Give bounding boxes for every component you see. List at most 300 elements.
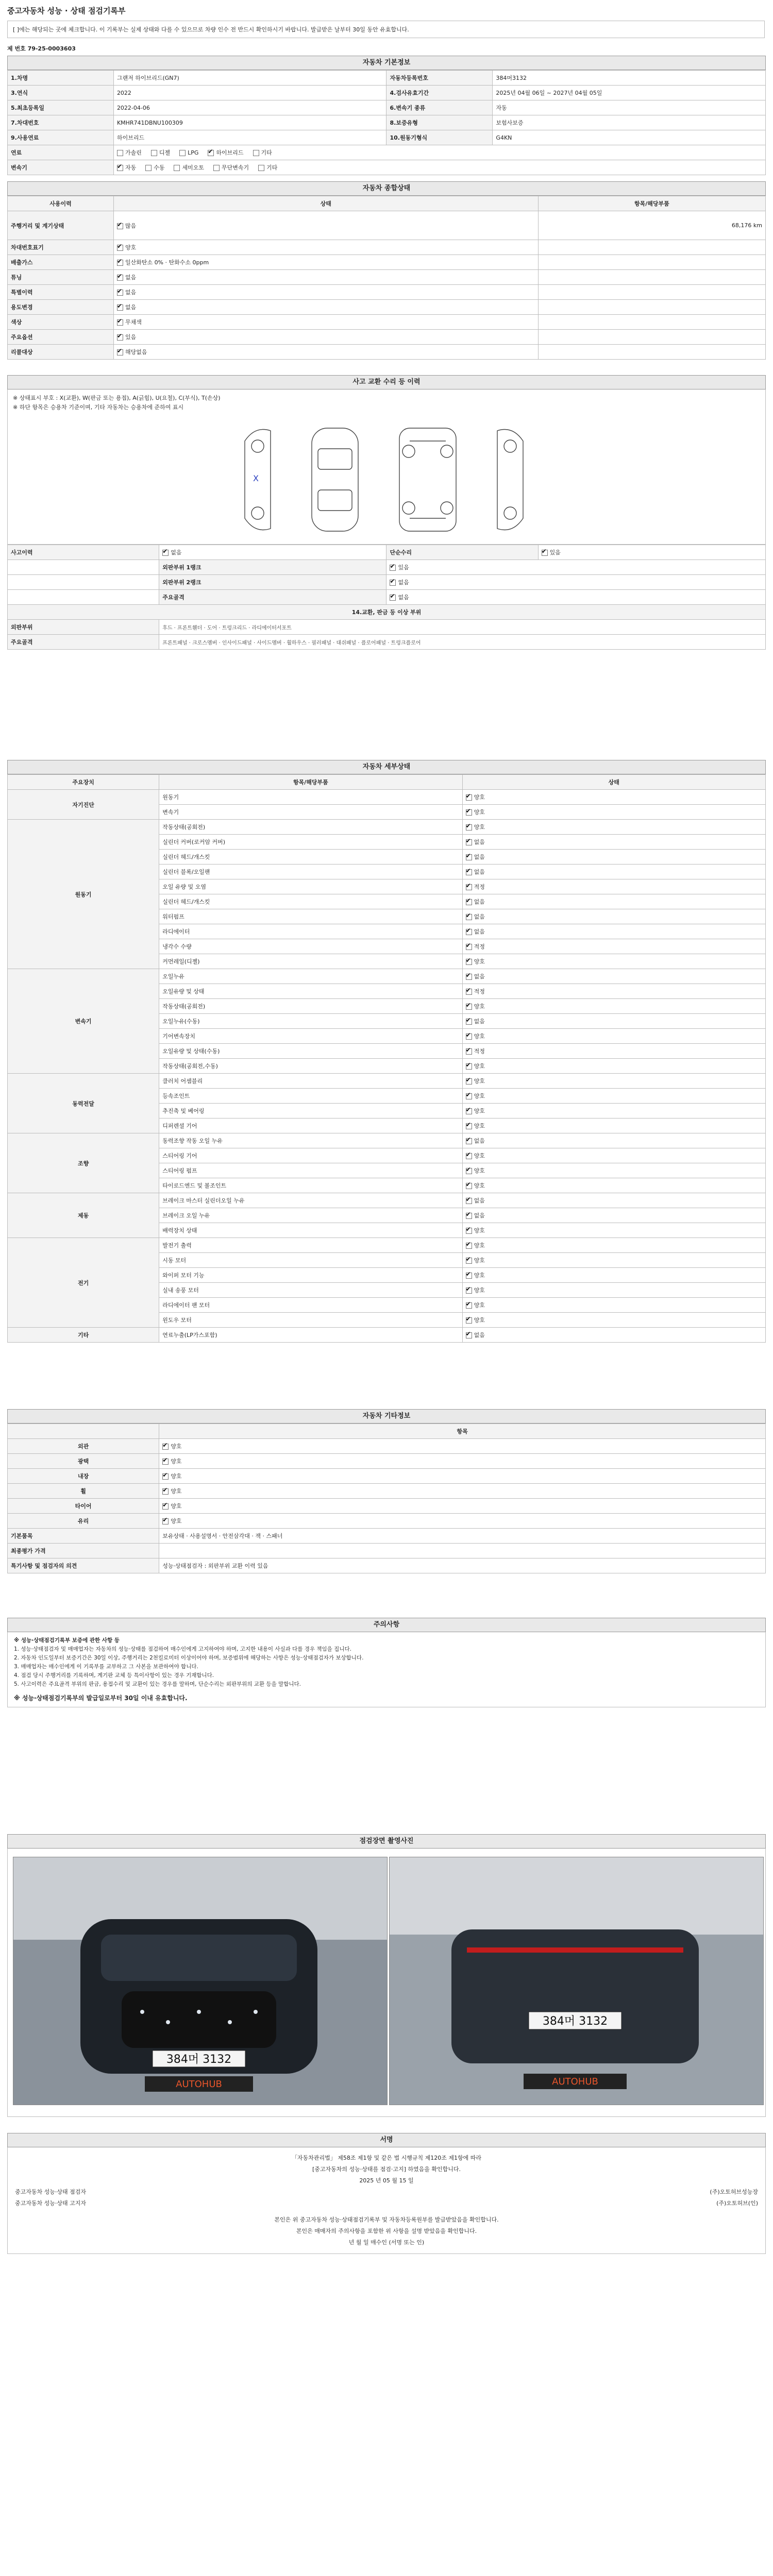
- notes-body: [7, 1632, 766, 1707]
- other-row: [8, 1439, 766, 1454]
- basic-label: 6.변속기 종류: [386, 100, 493, 115]
- checkbox-icon: [258, 165, 264, 171]
- detail-item-state: ✔ 양호: [462, 1253, 765, 1268]
- summary-section: [7, 181, 766, 360]
- checkbox-icon: [466, 1243, 472, 1249]
- checkbox-icon: [466, 1138, 472, 1144]
- detail-group-label: 제동: [8, 1193, 159, 1238]
- checkbox-icon: [466, 1183, 472, 1189]
- detail-item-label: 냉각수 수량: [159, 939, 462, 954]
- summary-row: [8, 270, 766, 285]
- detail-item-state: ✔ 양호: [462, 820, 765, 835]
- document-title: 중고자동차 성능 · 상태 점검기록부: [7, 6, 126, 15]
- summary-row-detail: [538, 315, 765, 330]
- summary-row-detail: [538, 330, 765, 345]
- checkbox-icon: [117, 275, 123, 281]
- detail-item-state: ✔ 양호: [462, 954, 765, 969]
- receive-line-3: 년 월 일 매수인 (서명 또는 인): [348, 2239, 425, 2246]
- detail-item-state: ✔ 양호: [462, 1178, 765, 1193]
- checkbox-icon: [466, 1123, 472, 1129]
- grade-label: 주요골격: [159, 590, 386, 605]
- checker-value: (주)오토허브성능장: [710, 2189, 758, 2195]
- basic-row: [8, 115, 766, 130]
- checkbox-icon: [466, 1332, 472, 1338]
- sign-body: [7, 2147, 766, 2254]
- photos-frame: [7, 1849, 766, 2117]
- detail-item-label: 등속조인트: [159, 1089, 462, 1104]
- other-row-label: 광택: [8, 1454, 159, 1469]
- grade-value: ✔ 없음: [386, 575, 766, 590]
- detail-item-label: 오일유량 및 상태(수동): [159, 1044, 462, 1059]
- summary-row-state: ✔ 없음: [113, 300, 538, 315]
- summary-col-state: 상태: [113, 196, 538, 211]
- notes-line: 1. 성능·상태점검자 및 매매업자는 자동차의 성능·상태를 점검하여 매수인에게 고지하여야 하며, 고지한 내용이 사실과 다를 경우 책임을 집니다.: [14, 1646, 351, 1652]
- checkbox-icon: [466, 899, 472, 905]
- detail-item-state: ✔ 양호: [462, 999, 765, 1014]
- summary-row-label: 주요옵션: [8, 330, 114, 345]
- mileage-label: 주행거리 및 계기상태: [8, 211, 114, 240]
- other-row-label: 유리: [8, 1514, 159, 1529]
- summary-row-detail: [538, 255, 765, 270]
- detail-item-state: ✔ 양호: [462, 1089, 765, 1104]
- summary-row-label: 튜닝: [8, 270, 114, 285]
- checkbox-icon: [117, 245, 123, 251]
- checkbox-icon: [466, 1198, 472, 1204]
- price-value: [159, 1544, 766, 1558]
- checkbox-icon: [117, 304, 123, 311]
- price-label: 최종평가 가격: [8, 1544, 159, 1558]
- detail-item-label: 라디에이터 팬 모터: [159, 1298, 462, 1313]
- summary-row-state: ✔ 해당없음: [113, 345, 538, 360]
- transmission-option: 세미오토: [174, 164, 204, 171]
- detail-item-label: 실린더 블록/오일팬: [159, 865, 462, 879]
- checkbox-icon: [466, 914, 472, 920]
- summary-row-state: ✔ 무채색: [113, 315, 538, 330]
- detail-group-label: 기타: [8, 1328, 159, 1343]
- checkbox-icon: [390, 565, 396, 571]
- notes-section: [7, 1618, 766, 1707]
- basic-row: [8, 100, 766, 115]
- detail-item-label: 클러치 어셈블리: [159, 1074, 462, 1089]
- grade-label: 외판부위 1랭크: [159, 560, 386, 575]
- detail-item-state: ✔ 양호: [462, 1059, 765, 1074]
- summary-row-state: ✔ 일산화탄소 0% · 탄화수소 0ppm: [113, 255, 538, 270]
- checkbox-icon: [466, 809, 472, 816]
- detail-row: [8, 820, 766, 835]
- other-row-label: 외관: [8, 1439, 159, 1454]
- opinion-label: 특기사항 및 점검자의 의견: [8, 1558, 159, 1573]
- sign-line-1: 「자동차관리법」 제58조 제1항 및 같은 법 시행규칙 제120조 제1항에 따라: [291, 2155, 482, 2161]
- detail-item-label: 작동상태(공회전): [159, 999, 462, 1014]
- other-row-state: ✔ 양호: [159, 1454, 766, 1469]
- front-plate-text: 384머 3132: [166, 2053, 232, 2066]
- notifier-row: [15, 2198, 758, 2209]
- detail-item-label: 디퍼렌셜 기어: [159, 1118, 462, 1133]
- notice-box: [ ]에는 해당되는 곳에 체크합니다. 이 기록부는 실제 상태와 다를 수 있으므로 차량 인수 전 반드시 확인하시기 바랍니다. 발급받은 날부터 30일 동안 유효합니다.: [7, 21, 765, 38]
- detail-item-label: 작동상태(공회전,수동): [159, 1059, 462, 1074]
- checkbox-icon: [162, 1488, 169, 1495]
- transmission-option: 무단변속기: [213, 164, 249, 171]
- fuel-options: [113, 145, 765, 160]
- summary-row-detail: [538, 300, 765, 315]
- basic-label: 3.연식: [8, 86, 114, 100]
- summary-row-state: ✔ 없음: [113, 270, 538, 285]
- detail-row: [8, 1074, 766, 1089]
- summary-row-detail: [538, 270, 765, 285]
- checkbox-icon: [466, 1019, 472, 1025]
- detail-item-state: ✔ 없음: [462, 835, 765, 850]
- damage-table: [7, 545, 766, 650]
- other-row: [8, 1484, 766, 1499]
- basic-value: 2022-04-06: [113, 100, 386, 115]
- damage-legend: ※ 상태표시 부호 : X(교환), W(판금 또는 용접), A(긁힘), U(요철), C(부식), T(손상): [13, 395, 221, 401]
- notes-footer: ※ 성능·상태점검기록부의 발급일로부터 30일 이내 유효합니다.: [14, 1694, 188, 1702]
- basic-label: 9.사용연료: [8, 130, 114, 145]
- checkbox-icon: [390, 595, 396, 601]
- checkbox-icon: [466, 1317, 472, 1324]
- accident-value: ✔ 없음: [159, 545, 386, 560]
- notes-line: 5. 사고이력은 주요골격 부위의 판금, 용접수리 및 교환이 있는 경우를 말하며, 단순수리는 외판부위의 교환 등을 말합니다.: [14, 1681, 301, 1687]
- checkbox-icon: [466, 974, 472, 980]
- car-outline-icon: [234, 420, 544, 539]
- basic-info-title: 자동차 기본정보: [7, 56, 766, 70]
- detail-item-state: ✔ 양호: [462, 1223, 765, 1238]
- checkbox-icon: [466, 854, 472, 860]
- detail-item-state: ✔ 양호: [462, 1029, 765, 1044]
- serial-value: 79-25-0003603: [27, 45, 76, 52]
- grade-value: ✔ 있음: [386, 560, 766, 575]
- summary-row-label: 색상: [8, 315, 114, 330]
- damage-section: [7, 375, 766, 650]
- frame-items: 프론트패널 · 크로스멤버 · 인사이드패널 · 사이드멤버 · 휠하우스 · 필러패널 · 대쉬패널 · 플로어패널 · 트렁크플로어: [159, 635, 766, 650]
- detail-group-label: 전기: [8, 1238, 159, 1328]
- detail-item-label: 기어변속장치: [159, 1029, 462, 1044]
- checkbox-icon: [117, 334, 123, 341]
- detail-row: [8, 790, 766, 805]
- checkbox-icon: [466, 1033, 472, 1040]
- fuel-option: 기타: [253, 149, 272, 156]
- summary-row: [8, 285, 766, 300]
- detail-group-label: 동력전달: [8, 1074, 159, 1133]
- checkbox-icon: [466, 884, 472, 890]
- other-col: 항목: [159, 1424, 766, 1439]
- other-row: [8, 1469, 766, 1484]
- summary-col-item: 사용이력: [8, 196, 114, 211]
- detail-item-state: ✔ 양호: [462, 1313, 765, 1328]
- checkbox-icon: [145, 165, 152, 171]
- notes-line: 2. 자동차 인도일부터 보증기간은 30일 이상, 주행거리는 2천킬로미터 이상이어야 하며, 보증범위에 해당하는 사항은 성능·상태점검자가 보상합니다.: [14, 1655, 364, 1661]
- basic-value: KMHR741DBNU100309: [113, 115, 386, 130]
- other-section: [7, 1409, 766, 1573]
- detail-row: [8, 969, 766, 984]
- detail-item-label: 변속기: [159, 805, 462, 820]
- other-row-label: 타이어: [8, 1499, 159, 1514]
- detail-item-state: ✔ 없음: [462, 969, 765, 984]
- detail-item-label: 스티어링 기어: [159, 1148, 462, 1163]
- detail-section: [7, 760, 766, 1343]
- checkbox-icon: [466, 1168, 472, 1174]
- accident-label: 사고이력: [8, 545, 159, 560]
- checkbox-icon: [466, 824, 472, 831]
- other-row-state: ✔ 양호: [159, 1469, 766, 1484]
- detail-item-state: ✔ 적정: [462, 879, 765, 894]
- detail-item-state: ✔ 적정: [462, 1044, 765, 1059]
- detail-item-state: ✔ 없음: [462, 894, 765, 909]
- checkbox-icon: [466, 929, 472, 935]
- summary-row-label: 차대번호표기: [8, 240, 114, 255]
- basic-value: 보험사보증: [493, 115, 766, 130]
- detail-row: [8, 1133, 766, 1148]
- summary-row-label: 특별이력: [8, 285, 114, 300]
- checkbox-icon: [466, 794, 472, 801]
- detail-title: 자동차 세부상태: [7, 760, 766, 774]
- checkbox-icon: [466, 1213, 472, 1219]
- notes-title: 주의사항: [7, 1618, 766, 1632]
- detail-item-label: 윈도우 모터: [159, 1313, 462, 1328]
- other-row-state: ✔ 양호: [159, 1439, 766, 1454]
- checkbox-icon: [162, 1518, 169, 1524]
- detail-row: [8, 1193, 766, 1208]
- checkbox-icon: [213, 165, 220, 171]
- detail-item-label: 라디에이터: [159, 924, 462, 939]
- detail-item-state: ✔ 적정: [462, 939, 765, 954]
- detail-item-state: ✔ 없음: [462, 1328, 765, 1343]
- opinion-value: 성능·상태점검자 : 외판부위 교환 이력 있음: [159, 1558, 766, 1573]
- transmission-option: 수동: [145, 164, 164, 171]
- detail-item-label: 원동기: [159, 790, 462, 805]
- serial-label: 제 번호: [7, 45, 26, 52]
- front-photo: [13, 1857, 388, 2105]
- other-row: [8, 1454, 766, 1469]
- summary-row-label: 용도변경: [8, 300, 114, 315]
- checker-label: 중고자동차 성능·상태 점검자: [15, 2189, 87, 2195]
- basic-value: 그랜저 하이브리드(GN7): [113, 71, 386, 86]
- repair-value: ✔ 있음: [538, 545, 765, 560]
- sign-line-2: [중고자동차의 성능·상태를 점검·고지] 하였음을 확인합니다.: [312, 2166, 461, 2173]
- detail-item-state: ✔ 양호: [462, 1298, 765, 1313]
- damage-legend-note: ※ 하단 항목은 승용차 기준이며, 기타 자동차는 승용차에 준하여 표시: [13, 404, 184, 411]
- summary-row: [8, 240, 766, 255]
- fuel-option: 디젤: [151, 149, 170, 156]
- basic-label: 10.원동기형식: [386, 130, 493, 145]
- mileage-state: ✔ 많음: [113, 211, 538, 240]
- detail-item-state: ✔ 양호: [462, 1148, 765, 1163]
- detail-group-label: 원동기: [8, 820, 159, 969]
- detail-col-1: 주요장치: [8, 775, 159, 790]
- detail-col-2: 항목/해당부품: [159, 775, 462, 790]
- detail-item-label: 배력장치 상태: [159, 1223, 462, 1238]
- detail-item-state: ✔ 없음: [462, 1014, 765, 1029]
- fuel-option: ✔ 하이브리드: [208, 149, 243, 156]
- detail-item-label: 동력조향 작동 오일 누유: [159, 1133, 462, 1148]
- detail-item-label: 작동상태(공회전): [159, 820, 462, 835]
- grade-row: [8, 560, 766, 575]
- other-row-label: 내장: [8, 1469, 159, 1484]
- detail-item-state: ✔ 양호: [462, 805, 765, 820]
- other-row-state: ✔ 양호: [159, 1514, 766, 1529]
- detail-item-label: 오일유량 및 상태: [159, 984, 462, 999]
- fuel-option: 가솔린: [117, 149, 142, 156]
- other-row: [8, 1499, 766, 1514]
- detail-item-label: 연료누출(LP가스포함): [159, 1328, 462, 1343]
- summary-row: [8, 315, 766, 330]
- summary-row-state: ✔ 있음: [113, 330, 538, 345]
- damage-title: 사고 교환 수리 등 이력: [7, 375, 766, 389]
- other-row-state: ✔ 양호: [159, 1499, 766, 1514]
- checkbox-icon: [117, 349, 123, 355]
- checkbox-icon: [162, 1503, 169, 1510]
- checkbox-icon: [466, 1258, 472, 1264]
- summary-row: [8, 300, 766, 315]
- grade-label: 외판부위 2랭크: [159, 575, 386, 590]
- summary-table: [7, 196, 766, 360]
- detail-item-state: ✔ 없음: [462, 1208, 765, 1223]
- detail-row: [8, 1328, 766, 1343]
- checkbox-icon: [390, 580, 396, 586]
- summary-title: 자동차 종합상태: [7, 181, 766, 196]
- summary-row-detail: [538, 345, 765, 360]
- sign-title: 서명: [7, 2133, 766, 2147]
- receive-line-1: 본인은 위 중고자동차 성능·상태점검기록부 및 자동차등록원부를 발급받았음을 확인합니다.: [274, 2216, 499, 2223]
- detail-item-label: 시동 모터: [159, 1253, 462, 1268]
- fuel-label: 연료: [8, 145, 114, 160]
- notes-subtitle: ※ 성능·상태점검기록부 보증에 관한 사항 등: [14, 1637, 120, 1643]
- summary-row-state: ✔ 없음: [113, 285, 538, 300]
- detail-item-label: 브레이크 마스터 실린더오일 누유: [159, 1193, 462, 1208]
- detail-item-label: 실내 송풍 모터: [159, 1283, 462, 1298]
- fuel-option: LPG: [179, 149, 198, 156]
- serial-number: [7, 44, 76, 53]
- other-title: 자동차 기타정보: [7, 1409, 766, 1423]
- basic-row: [8, 86, 766, 100]
- other-row: [8, 1514, 766, 1529]
- front-hub-text: AUTOHUB: [176, 2079, 222, 2090]
- transmission-options: [113, 160, 765, 175]
- transmission-option: 기타: [258, 164, 277, 171]
- basic-value: 자동: [493, 100, 766, 115]
- other-row-label: 휠: [8, 1484, 159, 1499]
- checkbox-icon: [179, 150, 186, 156]
- summary-row-label: 배출가스: [8, 255, 114, 270]
- rear-plate-text: 384머 3132: [542, 2015, 608, 2028]
- detail-group-label: 변속기: [8, 969, 159, 1074]
- notifier-value: (주)오토허브(인): [716, 2200, 758, 2207]
- car-diagram: [7, 389, 766, 545]
- photos-section: [7, 1834, 766, 2117]
- outer-items: 후드 · 프론트휀더 · 도어 · 트렁크리드 · 라디에이터서포트: [159, 620, 766, 635]
- checkbox-icon: [466, 1063, 472, 1070]
- detail-row: [8, 1238, 766, 1253]
- detail-item-label: 오일누유(수동): [159, 1014, 462, 1029]
- checkbox-icon: [466, 944, 472, 950]
- detail-item-label: 와이퍼 모터 기능: [159, 1268, 462, 1283]
- grade-row: [8, 575, 766, 590]
- basic-info-table: [7, 70, 766, 175]
- basic-row: [8, 130, 766, 145]
- detail-item-state: ✔ 양호: [462, 1163, 765, 1178]
- detail-item-label: 워터펌프: [159, 909, 462, 924]
- basic-value: 2025년 04월 06일 ~ 2027년 04월 05일: [493, 86, 766, 100]
- transmission-label: 변속기: [8, 160, 114, 175]
- summary-row: [8, 345, 766, 360]
- detail-item-label: 실린더 헤드/개스킷: [159, 894, 462, 909]
- sign-date: 2025 년 05 월 15 일: [359, 2177, 414, 2184]
- checkbox-icon: [162, 1444, 169, 1450]
- detail-item-label: 오일누유: [159, 969, 462, 984]
- basic-info-section: [7, 56, 766, 175]
- checkbox-icon: [466, 839, 472, 845]
- other-row-state: ✔ 양호: [159, 1484, 766, 1499]
- detail-group-label: 조향: [8, 1133, 159, 1193]
- detail-item-label: 스티어링 펌프: [159, 1163, 462, 1178]
- checkbox-icon: [253, 150, 259, 156]
- basic-value: G4KN: [493, 130, 766, 145]
- checkbox-icon: [466, 1048, 472, 1055]
- detail-item-state: ✔ 양호: [462, 1283, 765, 1298]
- frame-head: 14.교환, 판금 등 이상 부위: [8, 605, 766, 620]
- repair-label: 단순수리: [386, 545, 538, 560]
- rear-hub-text: AUTOHUB: [552, 2076, 598, 2087]
- detail-item-label: 오일 유량 및 오염: [159, 879, 462, 894]
- detail-item-state: ✔ 없음: [462, 850, 765, 865]
- checkbox-icon: [162, 1473, 169, 1480]
- summary-row-state: ✔ 양호: [113, 240, 538, 255]
- detail-item-label: 브레이크 오일 누유: [159, 1208, 462, 1223]
- detail-group-label: 자기진단: [8, 790, 159, 820]
- checkbox-icon: [117, 165, 123, 171]
- checkbox-icon: [466, 1153, 472, 1159]
- detail-col-3: 상태: [462, 775, 765, 790]
- basic-value: 하이브리드: [113, 130, 386, 145]
- basic-label: 자동차등록번호: [386, 71, 493, 86]
- checkbox-icon: [466, 959, 472, 965]
- summary-row: [8, 330, 766, 345]
- checker-row: [15, 2187, 758, 2198]
- checkbox-icon: [466, 989, 472, 995]
- receive-line-2: 본인은 매매자의 주의사항을 포함한 위 사항을 설명 받았음을 확인합니다.: [296, 2228, 477, 2234]
- detail-item-label: 추진축 및 베어링: [159, 1104, 462, 1118]
- basic-label: 7.차대번호: [8, 115, 114, 130]
- basic-label: 8.보증유형: [386, 115, 493, 130]
- detail-item-state: ✔ 양호: [462, 1268, 765, 1283]
- checkbox-icon: [466, 1228, 472, 1234]
- checkbox-icon: [208, 150, 214, 156]
- outer-label: 외판부위: [8, 620, 159, 635]
- summary-col-detail: 항목/해당부품: [538, 196, 765, 211]
- basic-label: 1.차명: [8, 71, 114, 86]
- checkbox-icon: [174, 165, 180, 171]
- detail-item-state: ✔ 양호: [462, 1118, 765, 1133]
- detail-item-state: ✔ 없음: [462, 1133, 765, 1148]
- summary-row-label: 리콜대상: [8, 345, 114, 360]
- checkbox-icon: [466, 1287, 472, 1294]
- tools-label: 기본품목: [8, 1529, 159, 1544]
- checkbox-icon: [466, 1302, 472, 1309]
- notes-line: 3. 매매업자는 매수인에게 이 기록부를 교부하고 그 사본을 보관하여야 합니다.: [14, 1664, 198, 1670]
- checkbox-icon: [162, 1459, 169, 1465]
- summary-row-detail: [538, 285, 765, 300]
- checkbox-icon: [466, 1273, 472, 1279]
- checkbox-icon: [117, 290, 123, 296]
- detail-item-state: ✔ 없음: [462, 865, 765, 879]
- grade-value: ✔ 없음: [386, 590, 766, 605]
- checkbox-icon: [466, 1004, 472, 1010]
- basic-label: 4.검사유효기간: [386, 86, 493, 100]
- detail-item-label: 발전기 출력: [159, 1238, 462, 1253]
- detail-item-label: 커먼레일(디젤): [159, 954, 462, 969]
- notifier-label: 중고자동차 성능·상태 고지자: [15, 2200, 87, 2207]
- summary-row-detail: [538, 240, 765, 255]
